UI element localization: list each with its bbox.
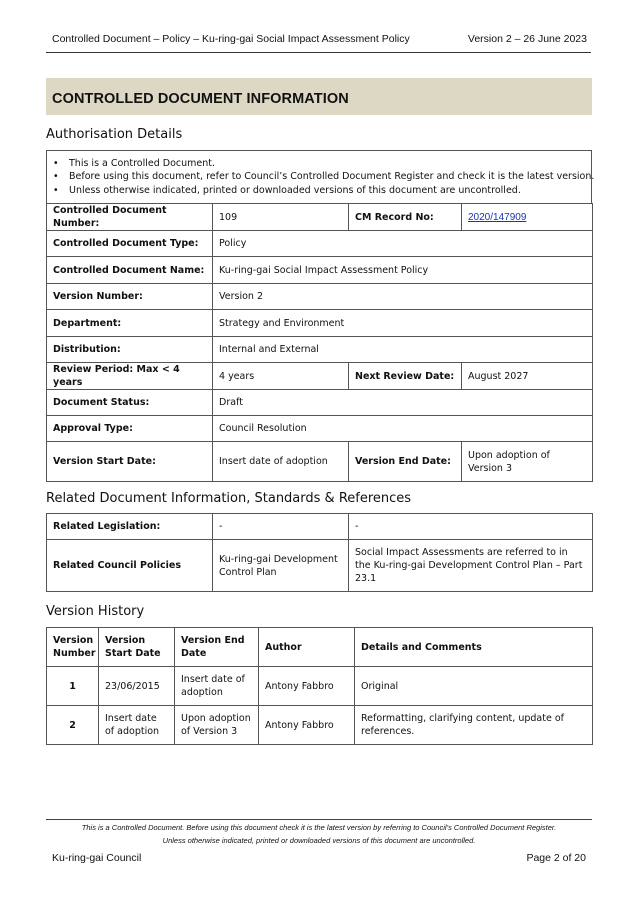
status-label: Document Status:: [47, 390, 213, 416]
version-value: Version 2: [213, 284, 593, 310]
col-header: Version Number: [47, 628, 99, 667]
distribution-label: Distribution:: [47, 337, 213, 363]
doc-number-value: 109: [213, 204, 349, 231]
review-period-value: 4 years: [213, 363, 349, 390]
table-row: [47, 363, 593, 390]
table-row: [47, 231, 593, 257]
cm-record-link[interactable]: 2020/147909: [468, 211, 527, 223]
table-header-row: [47, 628, 593, 667]
policies-value-b: Social Impact Assessments are referred to in the Ku-ring-gai Development Control Plan – Part 23.1: [349, 540, 593, 592]
note-item: • Unless otherwise indicated, printed or downloaded versions of this document are uncontrolled.: [47, 184, 591, 197]
details-cell: Reformatting, clarifying content, update of references.: [355, 706, 593, 745]
end-date-value: Upon adoption of Version 3: [462, 442, 593, 482]
policies-value-a: Ku-ring-gai Development Control Plan: [213, 540, 349, 592]
related-heading: Related Document Information, Standards & References: [46, 491, 412, 506]
version-number-cell: 2: [47, 706, 99, 745]
version-history-table: [46, 627, 593, 745]
policies-label: Related Council Policies: [47, 540, 213, 592]
doc-type-value: Policy: [213, 231, 593, 257]
table-row: [47, 337, 593, 363]
col-header: Details and Comments: [355, 628, 593, 667]
table-row: [47, 310, 593, 337]
review-period-label: Review Period: Max < 4 years: [47, 363, 213, 390]
table-row: [47, 257, 593, 284]
doc-type-label: Controlled Document Type:: [47, 231, 213, 257]
legislation-value-a: -: [213, 514, 349, 540]
start-date-value: Insert date of adoption: [213, 442, 349, 482]
legislation-label: Related Legislation:: [47, 514, 213, 540]
legislation-value-b: -: [349, 514, 593, 540]
authorisation-heading: Authorisation Details: [46, 127, 183, 142]
related-table: [46, 513, 593, 592]
author-cell: Antony Fabbro: [259, 706, 355, 745]
doc-name-label: Controlled Document Name:: [47, 257, 213, 284]
footer-notice: This is a Controlled Document. Before using this document check it is the latest version by referring to Council’s Controlled Document Register.: [81, 823, 557, 832]
department-label: Department:: [47, 310, 213, 337]
start-date-label: Version Start Date:: [47, 442, 213, 482]
header-version: Version 2 – 26 June 2023: [467, 33, 587, 45]
end-date-label: Version End Date:: [349, 442, 462, 482]
version-label: Version Number:: [47, 284, 213, 310]
end-date-cell: Insert date of adoption: [175, 667, 259, 706]
version-number-cell: 1: [47, 667, 99, 706]
col-header: Author: [259, 628, 355, 667]
controlled-notes: [46, 150, 595, 203]
col-header: Version End Date: [175, 628, 259, 667]
doc-name-value: Ku-ring-gai Social Impact Assessment Policy: [213, 257, 593, 284]
page-header: [46, 30, 591, 53]
next-review-value: August 2027: [462, 363, 593, 390]
approval-label: Approval Type:: [47, 416, 213, 442]
next-review-label: Next Review Date:: [349, 363, 462, 390]
details-cell: Original: [355, 667, 593, 706]
cm-record-label: CM Record No:: [349, 204, 462, 231]
note-item: • This is a Controlled Document.: [47, 157, 591, 170]
table-row: [47, 204, 593, 231]
approval-value: Council Resolution: [213, 416, 593, 442]
note-item: • Before using this document, refer to Council’s Controlled Document Register and check it is the latest version.: [47, 170, 591, 183]
table-row: [47, 667, 593, 706]
department-value: Strategy and Environment: [213, 310, 593, 337]
footer-page-number: Page 2 of 20: [526, 852, 586, 864]
table-row: [47, 284, 593, 310]
footer-notice-2: Unless otherwise indicated, printed or downloaded versions of this document are uncontrolled.: [162, 836, 476, 845]
footer-organisation: Ku-ring-gai Council: [52, 852, 142, 864]
doc-number-label: Controlled Document Number:: [47, 204, 213, 231]
col-header: Version Start Date: [99, 628, 175, 667]
table-row: [47, 390, 593, 416]
banner-title: CONTROLLED DOCUMENT INFORMATION: [52, 91, 349, 107]
table-row: [47, 514, 593, 540]
history-heading: Version History: [46, 604, 145, 619]
status-value: Draft: [213, 390, 593, 416]
author-cell: Antony Fabbro: [259, 667, 355, 706]
table-row: [47, 706, 593, 745]
table-row: [47, 442, 593, 482]
distribution-value: Internal and External: [213, 337, 593, 363]
section-banner: [46, 78, 592, 115]
table-row: [47, 416, 593, 442]
start-date-cell: 23/06/2015: [99, 667, 175, 706]
table-row: [47, 540, 593, 592]
footer-divider: [46, 819, 592, 820]
end-date-cell: Upon adoption of Version 3: [175, 706, 259, 745]
header-document-title: Controlled Document – Policy – Ku-ring-gai Social Impact Assessment Policy: [52, 33, 410, 45]
start-date-cell: Insert date of adoption: [99, 706, 175, 745]
authorisation-table: [46, 203, 593, 482]
